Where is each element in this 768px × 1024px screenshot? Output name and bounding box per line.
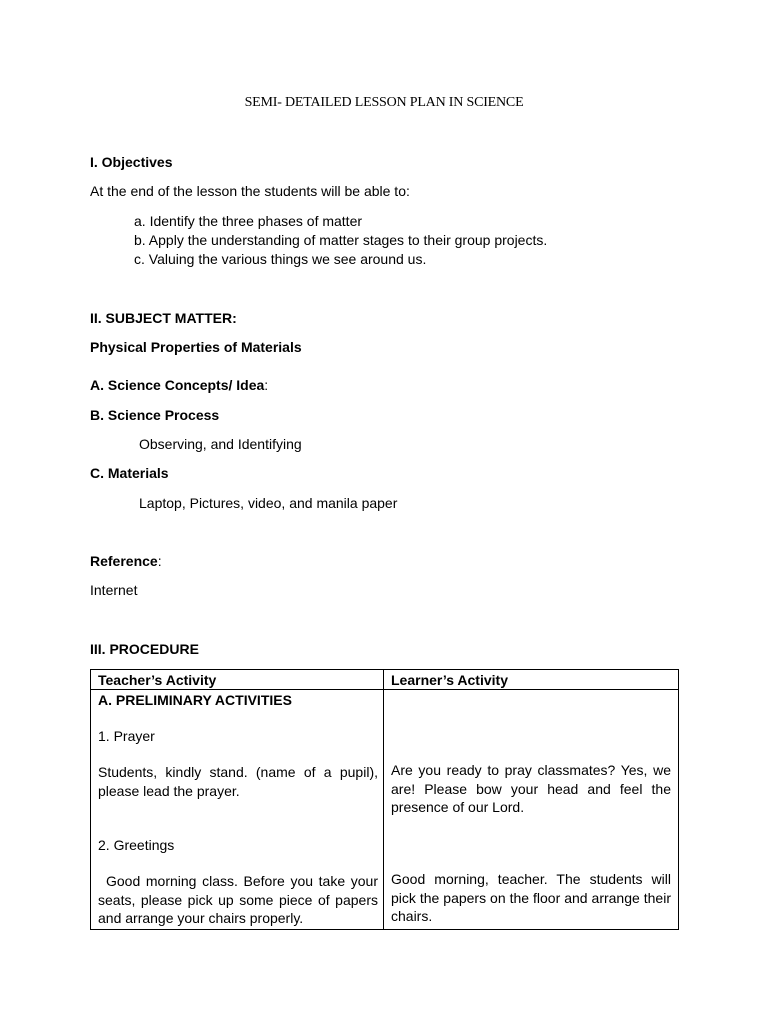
preliminary-activities-heading: A. PRELIMINARY ACTIVITIES: [98, 692, 292, 708]
materials-label: C. Materials: [90, 465, 169, 481]
science-concepts-label: A. Science Concepts/ Idea: [90, 377, 265, 393]
prayer-teacher-text: Students, kindly stand. (name of a pupil), please lead the prayer.: [98, 764, 378, 799]
prayer-heading: 1. Prayer: [98, 728, 155, 744]
science-process-value: Observing, and Identifying: [139, 436, 302, 452]
table-row: [91, 690, 679, 930]
learner-activity-cell: [384, 690, 679, 930]
procedure-heading: III. PROCEDURE: [90, 641, 199, 657]
reference-value: Internet: [90, 582, 138, 598]
objective-item: b. Apply the understanding of matter stages to their group projects.: [134, 232, 548, 248]
science-process-label: B. Science Process: [90, 407, 220, 423]
reference-colon: :: [157, 553, 162, 569]
subject-matter-heading: II. SUBJECT MATTER:: [90, 310, 237, 326]
subject-topic: Physical Properties of Materials: [90, 339, 302, 355]
reference-label: Reference: [90, 553, 158, 569]
science-concepts-line: [90, 377, 268, 394]
objectives-intro: At the end of the lesson the students will be able to:: [90, 183, 410, 199]
document-title: SEMI- DETAILED LESSON PLAN IN SCIENCE: [244, 95, 524, 110]
objectives-heading: I. Objectives: [90, 154, 173, 170]
objective-item: c. Valuing the various things we see around us.: [134, 251, 427, 267]
science-concepts-colon: :: [264, 377, 269, 393]
greetings-teacher-text: Good morning class. Before you take your seats, please pick up some piece of papers and arrange your chairs properly.: [98, 873, 378, 926]
teacher-activity-header: Teacher’s Activity: [91, 670, 384, 690]
procedure-table: [90, 669, 679, 930]
greetings-heading: 2. Greetings: [98, 837, 175, 853]
teacher-activity-cell: [91, 690, 384, 930]
learner-activity-header: Learner’s Activity: [384, 670, 679, 690]
reference-line: [90, 553, 162, 570]
objective-item: a. Identify the three phases of matter: [134, 213, 363, 229]
greetings-learner-text: Good morning, teacher. The students will pick the papers on the floor and arrange their chairs.: [391, 871, 671, 924]
table-header-row: [91, 670, 679, 690]
materials-value: Laptop, Pictures, video, and manila paper: [139, 495, 398, 511]
prayer-learner-text: Are you ready to pray classmates? Yes, we are! Please bow your head and feel the presence of our Lord.: [391, 762, 671, 815]
